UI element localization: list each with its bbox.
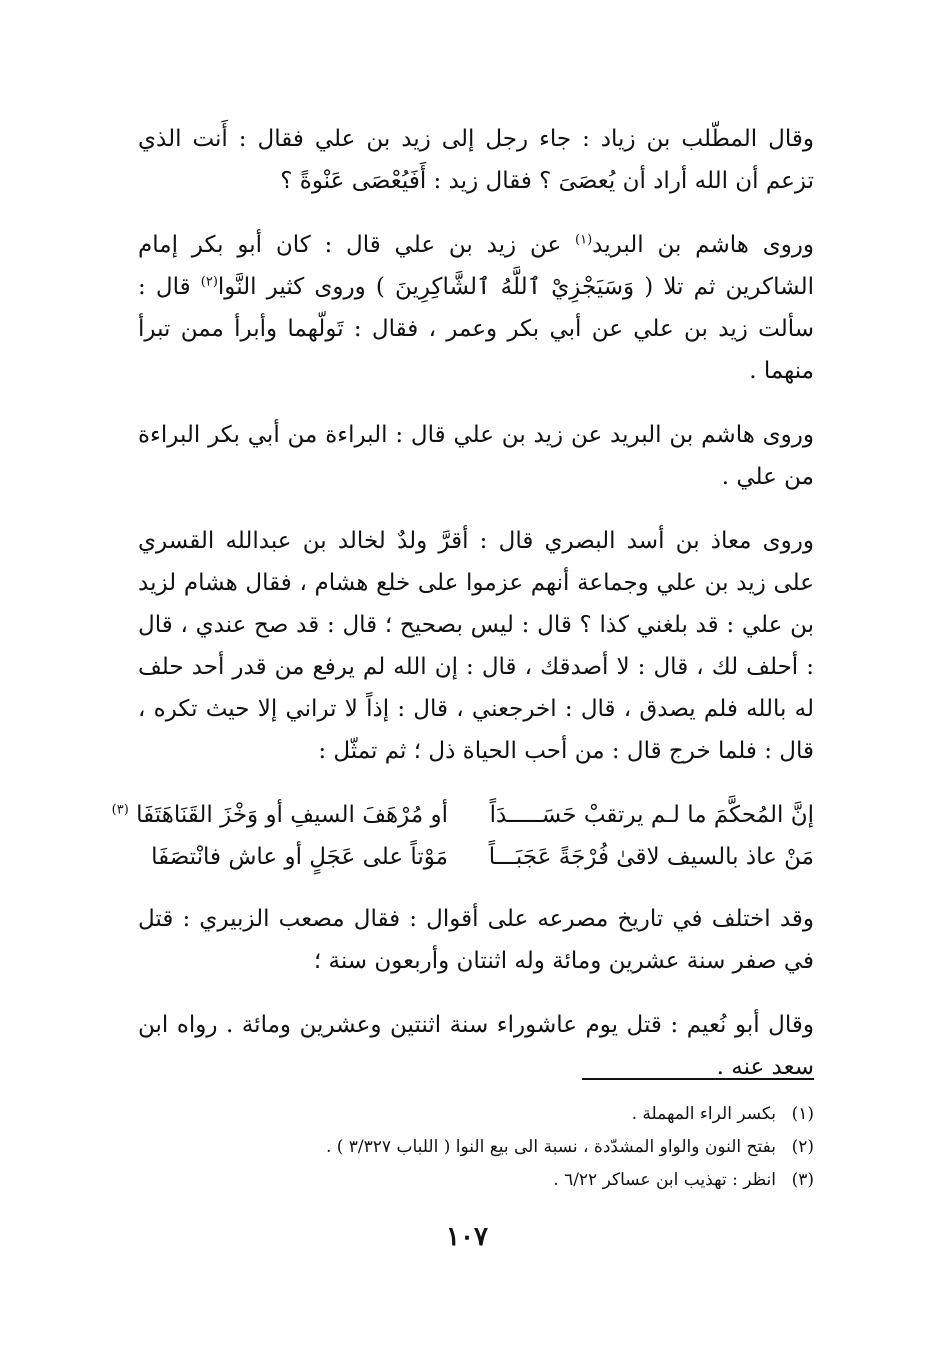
footnote-1 bbox=[138, 1098, 814, 1131]
paragraph-2-part-a: وروى هاشم بن البريد bbox=[592, 232, 815, 258]
verse-1 bbox=[111, 794, 814, 836]
paragraph-4: وروى معاذ بن أسد البصري قال : أقرَّ ولدٌ لخالد بن عبدالله القسري على زيد بن علي وجماعة أنهم عزموا على خلع هشام ، فقال هشام لزيد بن علي : قد بلغني كذا ؟ قال : ليس بصحيح ؛ قال : قد صح عندي ، قال : أحلف لك ، قال : لا أصدقك ، قال : إن الله لم يرفع من قدر أحد حلف له بالله فلم يصدق ، قال : اخرجعني ، قال : إذاً لا تراني إلا حيث تكره ، قال : فلما خرج قال : من أحب الحياة ذل ؛ ثم تمثّل : bbox=[138, 528, 814, 764]
verse-1-first-text: إنَّ المُحكَّمَ ما لـم يرتقبْ حَسَـــــدَاً bbox=[489, 802, 814, 828]
paragraph-2-part-c: قال : سألت زيد بن علي عن أبي بكر وعمر ، فقال : تَولّهما وأبرأ ممن تبرأ منهما . bbox=[138, 274, 814, 384]
verse-1-second-text: أو مُرْهَفَ السيفِ أو وَخْزَ القَنَاهَتَفَا bbox=[136, 802, 448, 828]
footnote-1-number: (١) bbox=[791, 1104, 814, 1124]
footnote-3-text: انظر : تهذيب ابن عساكر ٦/٢٢ . bbox=[553, 1170, 776, 1190]
verse-2-first-hemistich: مَنْ عاذ بالسيف لاقىٰ فُرْجَةً عَجَبَـــاً bbox=[488, 844, 814, 870]
paragraph-5: وقد اختلف في تاريخ مصرعه على أقوال : فقال مصعب الزبيري : قتل في صفر سنة عشرين ومائة وله اثنتان وأربعون سنة ؛ bbox=[138, 906, 814, 974]
page-number: ١٠٧ bbox=[446, 1222, 488, 1252]
footnote-3 bbox=[138, 1164, 814, 1197]
main-text bbox=[111, 118, 815, 1110]
footnotes bbox=[138, 1098, 814, 1197]
footnote-1-text: بكسر الراء المهملة . bbox=[631, 1104, 776, 1124]
footnote-divider bbox=[582, 1078, 814, 1080]
footnote-ref-2[interactable]: (٢) bbox=[200, 274, 218, 290]
paragraph-3: وروى هاشم بن البريد عن زيد بن علي قال : البراءة من أبي بكر البراءة من علي . bbox=[138, 422, 814, 490]
paragraph-6: وقال أبو نُعيم : قتل يوم عاشوراء سنة اثنتين وعشرين ومائة . رواه ابن سعد عنه . bbox=[138, 1012, 814, 1080]
footnote-3-number: (٣) bbox=[791, 1170, 814, 1190]
footnote-ref-1[interactable]: (١) bbox=[575, 232, 593, 248]
paragraph-1: وقال المطّلب بن زياد : جاء رجل إلى زيد بن علي فقال : أَنت الذي تزعم أن الله أراد أن يُعصَىَ ؟ فقال زيد : أَفَيُعْصَى عَنْوةً ؟ bbox=[138, 126, 814, 194]
paragraph-2 bbox=[138, 224, 814, 392]
paragraph-2-part-b: عن زيد بن علي قال : كان أبو بكر إمام الشاكرين ثم تلا ( وَسَيَجْزِيْ ٱللَّهُ ٱلشَّاكِرِينَ ) وروى كثير النَّوا bbox=[138, 232, 814, 300]
verse-1-second-hemistich bbox=[111, 794, 448, 836]
verse-2-second-hemistich: مَوْتاً على عَجَلٍ أو عاش فانْتصَفَا bbox=[151, 844, 448, 870]
footnote-2-text: بفتح النون والواو المشدّدة ، نسبة الى بيع النوا ( اللباب ٣/٣٢٧ ) . bbox=[325, 1137, 776, 1157]
footnote-2-number: (٢) bbox=[791, 1137, 814, 1157]
verse-1-first-hemistich bbox=[454, 794, 814, 836]
verse-2 bbox=[138, 836, 814, 878]
footnote-2 bbox=[138, 1131, 814, 1164]
poem bbox=[111, 794, 814, 878]
footnote-ref-3[interactable]: (٣) bbox=[111, 802, 129, 818]
